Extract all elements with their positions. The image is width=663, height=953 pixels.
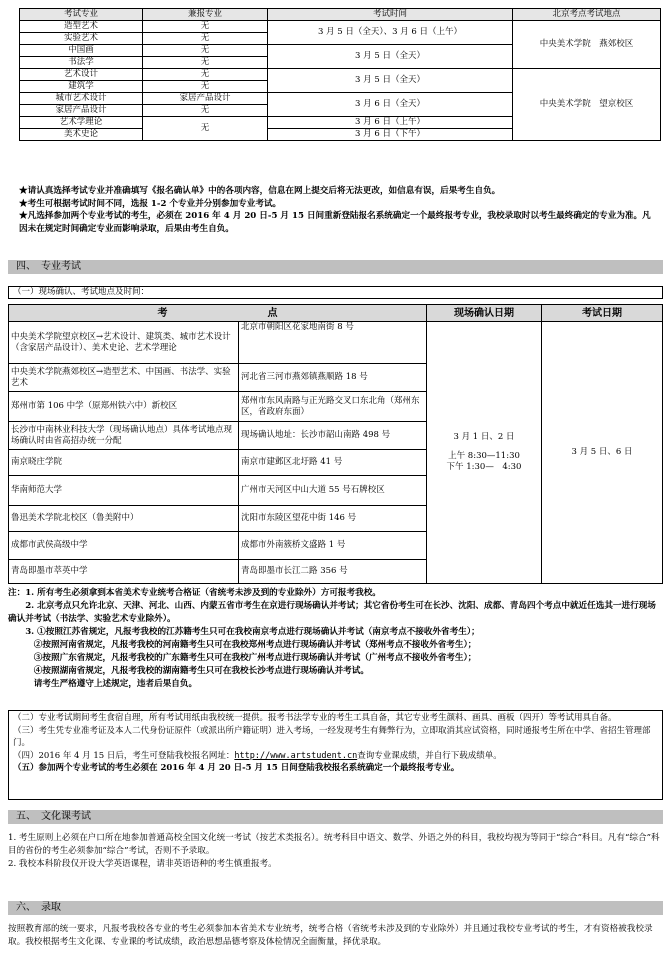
minor-cell: 无 — [143, 33, 268, 45]
note-line: ★考生可根据考试时间不同，选报 1-2 个专业并分别参加专业考试。 — [19, 198, 282, 209]
site-name-cell: 南京晓庄学院 — [9, 450, 239, 476]
table-row — [20, 69, 661, 81]
column-header: 北京考点考试地点 — [513, 9, 661, 21]
column-header: 考试时间 — [268, 9, 513, 21]
note-line: ②按照河南省规定，凡报考我校的河南籍考生只可在我校郑州考点进行现场确认并考试（郑州考点不接收外省考生）； — [8, 640, 477, 650]
site-name-cell: 中央美术学院望京校区→艺术设计、建筑类、城市艺术设计（含家居产品设计）、美术史论、艺术学理论 — [9, 322, 239, 364]
culture-exam-text — [8, 832, 663, 871]
column-header: 现场确认日期 — [427, 305, 542, 322]
minor-cell: 无 — [143, 57, 268, 69]
major-cell: 实验艺术 — [20, 33, 143, 45]
column-header: 考 点 — [9, 305, 427, 322]
exam-date-cell: 3 月 5 日、6 日 — [542, 322, 663, 584]
major-cell: 艺术学理论 — [20, 117, 143, 129]
paragraph: 2. 我校本科阶段仅开设大学英语课程，请非英语语种的考生慎重报考。 — [8, 859, 277, 869]
site-address-cell: 广州市天河区中山大道 55 号石牌校区 — [239, 476, 427, 506]
site-name-cell: 中央美术学院燕郊校区→造型艺术、中国画、书法学、实验艺术 — [9, 364, 239, 392]
site-address-cell: 现场确认地址：长沙市韶山南路 498 号 — [239, 422, 427, 450]
site-name-cell: 长沙市中南林业科技大学（现场确认地点）具体考试地点现场确认时由省高招办统一分配 — [9, 422, 239, 450]
note-line: ④按照湖南省规定，凡报考我校的湖南籍考生只可在我校长沙考点进行现场确认并考试。 — [8, 666, 369, 676]
site-address-cell: 沈阳市东陵区望花中街 146 号 — [239, 506, 427, 532]
note-line: ③按照广东省规定，凡报考我校的广东籍考生只可在我校广州考点进行现场确认并考试（广州考点不接收外省考生）； — [8, 653, 477, 663]
confirm-time-pm: 下午 1:30— 4:30 — [446, 462, 522, 472]
site-address-cell: 南京市建邺区北圩路 41 号 — [239, 450, 427, 476]
minor-cell: 无 — [143, 105, 268, 117]
table-row — [9, 322, 663, 364]
major-cell: 家居产品设计 — [20, 105, 143, 117]
major-cell: 造型艺术 — [20, 21, 143, 33]
note-line: 注：1. 所有考生必须拿到本省美术专业统考合格证（省统考未涉及到的专业除外）方可报考我校。 — [8, 588, 381, 598]
confirm-time-am: 上午 8:30—11:30 — [448, 451, 520, 461]
section-heading-culture-exam: 五、 文化课考试 — [8, 810, 663, 824]
note-line: ★请认真选择考试专业并准确填写《报名确认单》中的各项内容，信息在网上提交后将无法更改，如信息有误，后果考生自负。 — [19, 186, 501, 196]
site-name-cell: 成都市武侯高级中学 — [9, 532, 239, 560]
major-cell: 书法学 — [20, 57, 143, 69]
column-header: 考试日期 — [542, 305, 663, 322]
section-heading-admission: 六、 录取 — [8, 901, 663, 915]
confirm-date: 3 月 1 日、2 日 — [453, 432, 515, 442]
minor-cell: 无 — [143, 117, 268, 141]
table-row — [20, 21, 661, 33]
location-cell: 中央美术学院 燕郊校区 — [513, 21, 661, 69]
table-header-row — [9, 305, 663, 322]
notes-block — [19, 185, 659, 235]
major-cell: 美术史论 — [20, 129, 143, 141]
rule-line: （五）参加两个专业考试的考生必须在 2016 年 4 月 20 日-5 月 15 日间登陆我校报名系统确定一个最终报考专业。 — [13, 763, 460, 773]
rule-line: （三）考生凭专业准考证及本人二代身份证原件（或派出所户籍证明）进入考场，一经发现考生有舞弊行为，立即取消其应试资格，同时通报考生所在中学、省招生管理部门。 — [13, 725, 651, 748]
time-cell: 3 月 6 日（全天） — [268, 93, 513, 117]
minor-cell: 无 — [143, 69, 268, 81]
note-line: 请考生严格遵守上述规定，违者后果自负。 — [8, 679, 198, 689]
time-cell: 3 月 6 日（上午） — [268, 117, 513, 129]
time-cell: 3 月 5 日（全天）、3 月 6 日（上午） — [268, 21, 513, 45]
subsection-title: （一）现场确认、考试地点及时间： — [8, 286, 663, 299]
note-line: ★凡选择参加两个专业考试的考生，必须在 2016 年 4 月 20 日-5 月 15 日间重新登陆报名系统确定一个最终报考专业，我校录取时以考生最终确定的专业为准。凡因未在规定时间确定专业而影响录取，后果由考生自负。 — [19, 211, 651, 234]
site-address-cell: 青岛即墨市长江二路 356 号 — [239, 560, 427, 584]
exam-notes — [8, 587, 663, 691]
column-header: 考试专业 — [20, 9, 143, 21]
major-cell: 城市艺术设计 — [20, 93, 143, 105]
site-name-cell: 华南师范大学 — [9, 476, 239, 506]
major-cell: 建筑学 — [20, 81, 143, 93]
minor-cell: 无 — [143, 45, 268, 57]
time-cell: 3 月 5 日（全天） — [268, 45, 513, 69]
site-name-cell: 郑州市第 106 中学（原郑州铁六中）新校区 — [9, 392, 239, 422]
site-address-cell: 北京市朝阳区花家地南街 8 号 — [239, 322, 427, 364]
section-heading-professional-exam: 四、 专业考试 — [8, 260, 663, 274]
major-cell: 中国画 — [20, 45, 143, 57]
site-name-cell: 鲁迅美术学院北校区（鲁美附中） — [9, 506, 239, 532]
rule-line: （四）2016 年 4 月 15 日后，考生可登陆我校报名网址：http://www.artstudent.cn查询专业课成绩，并自行下载成绩单。 — [13, 750, 502, 761]
location-cell: 中央美术学院 望京校区 — [513, 69, 661, 141]
note-line: 3. ①按照江苏省规定，凡报考我校的江苏籍考生只可在我校南京考点进行现场确认并考试（南京考点不接收外省考生）； — [8, 627, 480, 637]
exam-schedule-table — [19, 8, 661, 141]
time-cell: 3 月 6 日（下午） — [268, 129, 513, 141]
website-link[interactable]: http://www.artstudent.cn — [234, 750, 358, 761]
rule-line: （二）专业考试期间考生食宿自理，所有考试用纸由我校统一提供。报考书法学专业的考生工具自备，其它专业考生颜料、画具、画板（四开）等考试用具自备。 — [13, 713, 617, 723]
site-address-cell: 河北省三河市燕郊镇燕顺路 18 号 — [239, 364, 427, 392]
table-header-row — [20, 9, 661, 21]
exam-rules-box — [8, 710, 663, 800]
time-cell: 3 月 5 日（全天） — [268, 69, 513, 93]
exam-sites-table — [8, 304, 663, 584]
site-address-cell: 郑州市东风南路与正光路交叉口东北角（郑州东区，省政府东面） — [239, 392, 427, 422]
column-header: 兼报专业 — [143, 9, 268, 21]
note-line: 2. 北京考点只允许北京、天津、河北、山西、内蒙五省市考生在京进行现场确认并考试；其它省份考生可在长沙、沈阳、成都、青岛四个考点中就近任选其一进行现场确认并考试（书法学、实验艺术专业除外）。 — [8, 601, 656, 624]
admission-text: 按照教育部的统一要求，凡报考我校各专业的考生必须参加本省美术专业统考，统考合格（省统考未涉及到的专业除外）并且通过我校专业考试的考生，才有资格被我校录取。我校根据考生文化课、专业课的考试成绩，政治思想品德考察及体检情况全面衡量，择优录取。 — [8, 924, 653, 947]
minor-cell: 无 — [143, 81, 268, 93]
major-cell: 艺术设计 — [20, 69, 143, 81]
site-address-cell: 成都市外南簇桥文盛路 1 号 — [239, 532, 427, 560]
site-name-cell: 青岛即墨市萃英中学 — [9, 560, 239, 584]
minor-cell: 无 — [143, 21, 268, 33]
confirm-date-cell — [427, 322, 542, 584]
paragraph: 1. 考生原则上必须在户口所在地参加普通高校全国文化统一考试（按艺术类报名）。统考科目中语文、数学、外语之外的科目，我校均视为等同于“综合”科目。凡有“综合”科目的省份的考生必须参加“综合”考试，否则不予录取。 — [8, 833, 660, 856]
minor-cell: 家居产品设计 — [143, 93, 268, 105]
